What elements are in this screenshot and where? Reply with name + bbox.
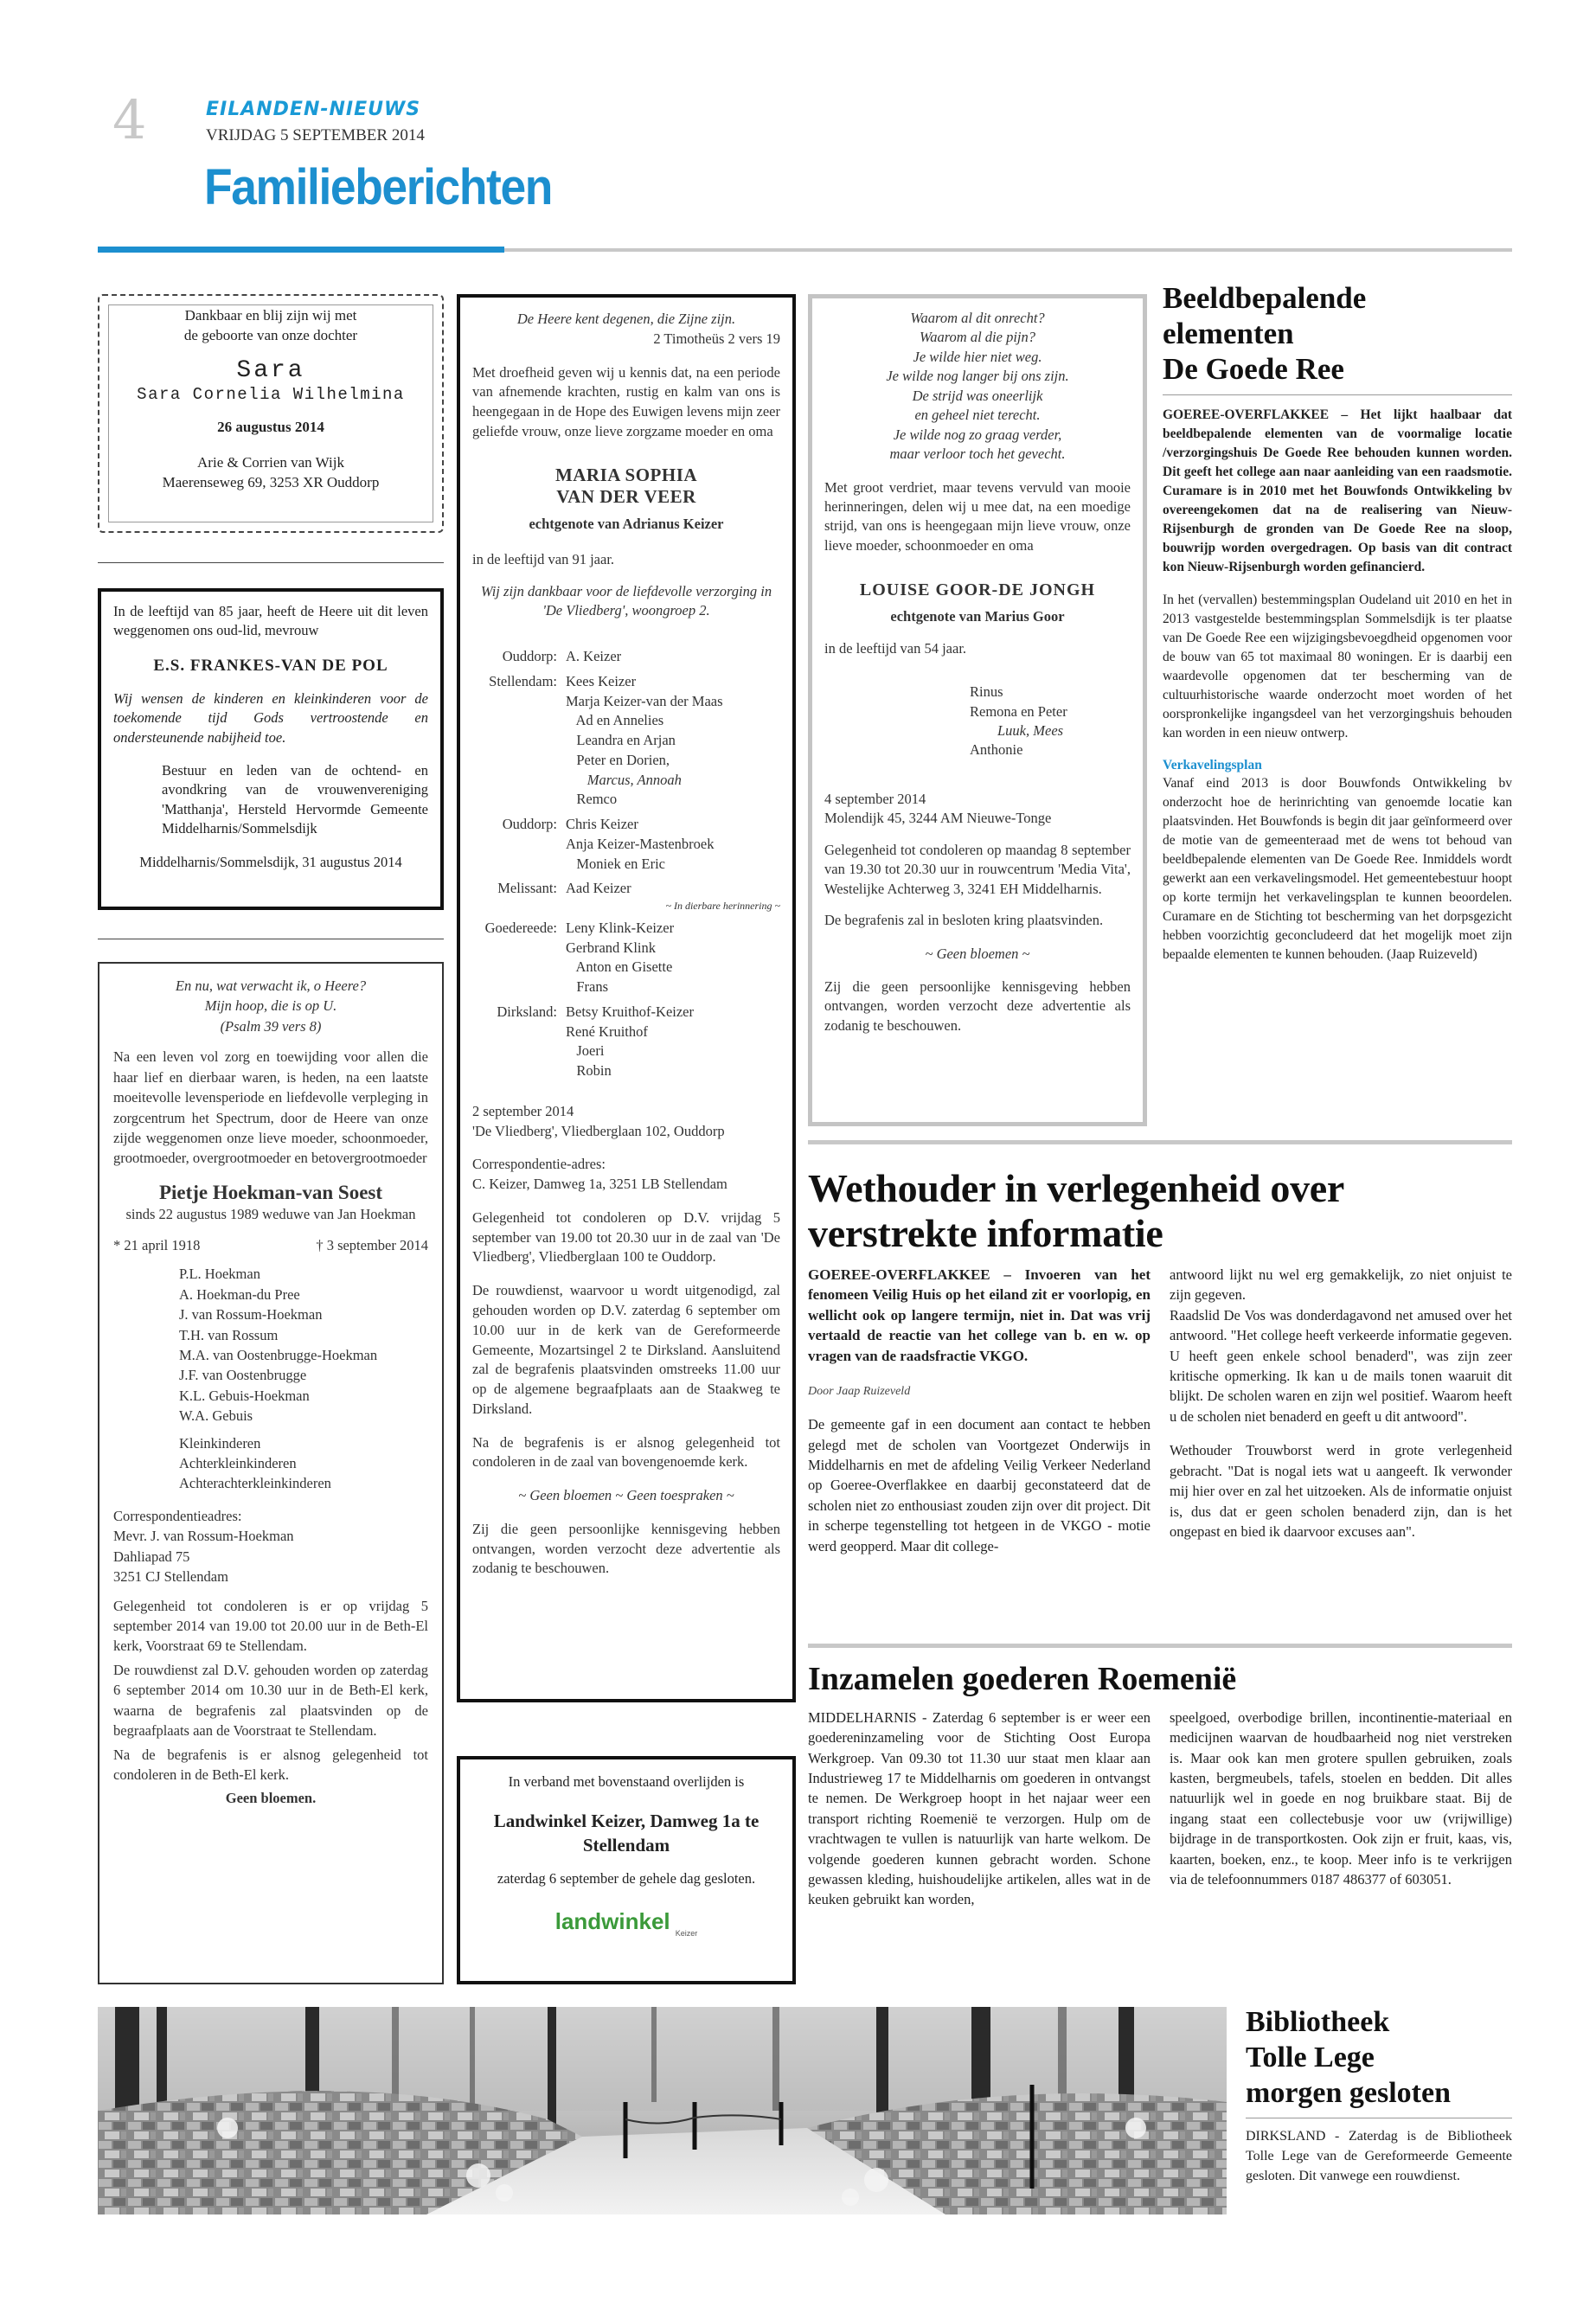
frankes-intro: In de leeftijd van 85 jaar, heeft de Heere uit dit leven weggenomen ons oud-lid, mevrouw (113, 603, 428, 639)
hoekman-text: Na een leven vol zorg en toewijding voor allen die haar lief en dierbaar waren, is heden, na een laatste moeitevolle levensperiode en liefdevolle verpleging in zorgcentrum het Spectrum, door de Heere van onze zijde weggenomen onze lieve moeder, schoonmoeder, grootmoeder, overgrootmoeder en betovergrootmoeder (113, 1048, 428, 1167)
birth-fullname: Sara Cornelia Wilhelmina (137, 384, 405, 404)
beeld-paragraph: In het (vervallen) bestemmingsplan Oudeland uit 2010 en het in 2013 vastgestelde bestemmingsplan Sommelsdijk is ter plaatse van De Goede Ree een wijzigingsbevoegdheid opgenomen voor de bouw van 65 tot maximaal 80 woningen. Er is daarbij een waardevolle opgenomen dat ter bescherming van de cultuurhistorische waarde onderzocht moet worden of het oorspronkelijke ingangsdeel van het verzorgingshuis behouden kan worden in een nieuw ontwerp. (1163, 592, 1512, 740)
veer-verse-ref: 2 Timotheüs 2 vers 19 (653, 330, 780, 347)
bieb-headline-3: morgen gesloten (1246, 2076, 1452, 2109)
wethouder-lead: GOEREE-OVERFLAKKEE – Invoeren van het fenomeen Veilig Huis op het eiland zit er voorlopig, en wellicht ook op langere termijn, niet in. Dat was vrij vertaald de reactie van het college van b. en w. op vragen van de raadsfractie VKGO. (808, 1266, 1151, 1364)
frankes-name: E.S. FRANKES-VAN DE POL (153, 656, 388, 675)
veer-corr-label: Correspondentie-adres: (472, 1156, 606, 1173)
veer-no-flowers: ~ Geen bloemen ~ Geen toespraken ~ (518, 1487, 734, 1504)
section-rule (504, 248, 1512, 252)
hoekman-verse-2: Mijn hoop, die is op U. (204, 997, 337, 1015)
family-group (472, 815, 780, 874)
family-member: P.L. Hoekman (179, 1266, 260, 1283)
frankes-place-date: Middelharnis/Sommelsdijk, 31 augustus 2014 (139, 853, 402, 870)
bieb-headline (1246, 2005, 1512, 2111)
beeld-article (1163, 281, 1512, 965)
hoekman-grandchildren: Kleinkinderen (179, 1434, 261, 1452)
hoekman-died: † 3 september 2014 (316, 1236, 428, 1253)
beeld-headline-2: elementen (1163, 316, 1294, 350)
family-place: Melissant: (497, 880, 557, 897)
family-place: Ouddorp: (502, 648, 557, 665)
family-member: Anthonie (970, 741, 1023, 759)
poem-line: Waarom al dit onrecht? (910, 310, 1045, 326)
wethouder-paragraph: De gemeente gaf in een document aan contact te hebben gelegd met de scholen van Voortgezet Onderwijs in Middelharnis en met de afdeling Veilig Verkeer Nederland op Goeree-Overflakkee en daarbij geconstateerd dat de scholen niet zo enthousiast zouden zijn over dit project. Dit in scherpe tegenstelling tot hetgeen in de VKGO - motie werd geopperd. Maar dit college- (808, 1416, 1151, 1554)
family-member: Leandra en Arjan (566, 732, 676, 749)
landwinkel-notice (457, 1756, 796, 1984)
veer-address: 'De Vliedberg', Vliedberglaan 102, Ouddorp (472, 1122, 725, 1139)
hoekman-name: Pietje Hoekman-van Soest (158, 1181, 383, 1203)
family-member: Marcus, Annoah (566, 771, 682, 788)
hoekman-since: sinds 22 augustus 1989 weduwe van Jan Hoekman (125, 1206, 416, 1223)
veer-date: 2 september 2014 (472, 1102, 574, 1119)
hoekman-notice (98, 962, 444, 1984)
family-member: Luuk, Mees (997, 722, 1064, 739)
family-group (472, 672, 780, 810)
family-member: Anja Keizer-Mastenbroek (566, 835, 715, 852)
birth-date: 26 augustus 2014 (217, 419, 324, 436)
beeld-headline-1: Beeldbepalende (1163, 281, 1367, 315)
landwinkel-logo-text: landwinkel (554, 1907, 670, 1934)
family-member: Moniek en Eric (566, 855, 666, 872)
bieb-article (1246, 2005, 1512, 2187)
poem-line: Je wilde hier niet weg. (913, 348, 1042, 365)
goor-poem (824, 309, 1131, 465)
beeld-paragraph-2: Vanaf eind 2013 is door Bouwfonds Ontwikkeling bv onderzocht hoe de herinrichting van genoemde locatie kan plaatsvinden. Het Bouwfonds is begin dit jaar geïnformeerd over de motie van de gemeenteraad met de wens tot behoud van beeldbepalende elementen van De Goede Ree. Inmiddels wordt gewerkt aan een verkavelingsmodel. Het gemeentebestuur hoopt op korte termijn het verkavelingsplan te kunnen beoordelen. Curamare en de Stichting tot bescherming van het dorpsgezicht hebben voorzichtig geconcludeerd dat het mogelijk moet zijn bepaalde elementen te kunnen behouden. (Jaap Ruizeveld) (1163, 775, 1512, 962)
veer-verse: De Heere kent degenen, die Zijne zijn. (516, 311, 736, 327)
family-member: Rinus (970, 683, 1003, 701)
article-rule (808, 1140, 1512, 1144)
poem-line: en geheel niet terecht. (914, 407, 1041, 424)
family-member: Frans (566, 978, 609, 996)
hoekman-verse-ref: (Psalm 39 vers 8) (220, 1017, 322, 1035)
frankes-board: Bestuur en leden van de ochtend- en avondkring van de vrouwenvereniging 'Matthanja', Hersteld Hervormde Gemeente Middelharnis/Sommelsdijk (162, 762, 428, 837)
veer-after: Na de begrafenis is er alsnog gelegenheid tot condoleren in de zaal van bovengenoemde kerk. (472, 1433, 780, 1471)
family-member: Betsy Kruithof-Keizer (566, 1003, 694, 1020)
hoekman-corr-city: 3251 CJ Stellendam (113, 1568, 228, 1586)
hoekman-family-list (179, 1264, 428, 1426)
poem-line: Je wilde nog langer bij ons zijn. (886, 368, 1069, 385)
divider (98, 562, 444, 563)
wethouder-paragraph-4: Wethouder Trouwborst werd in grote verlegenheid gebracht. "Dat is nogal iets wat u aangeeft. Ik verwonder mij hier over en zal het uitzoeken. Als de informatie onjuist is, dus dat er geen scholen benaderd zijn, dan is het ongepast en bied ik daarvoor excuses aan". (1170, 1442, 1512, 1540)
hoekman-corr-street: Dahliapad 75 (113, 1548, 190, 1565)
goor-burial: De begrafenis zal in besloten kring plaatsvinden. (824, 912, 1104, 929)
section-rule-accent (98, 247, 504, 253)
hoekman-corr-name: Mevr. J. van Rossum-Hoekman (113, 1528, 294, 1545)
goor-family-list (970, 683, 1131, 760)
hoekman-service: De rouwdienst zal D.V. gehouden worden op zaterdag 6 september 2014 om 10.30 uur in de Beth-El kerk, waarna de begrafenis zal plaatsvinden op de begraafplaats aan de Voorstraat te Stellendam. (113, 1661, 428, 1740)
page-number: 4 (112, 88, 147, 151)
wethouder-article (808, 1166, 1512, 1556)
poem-line: Waarom al die pijn? (920, 329, 1035, 346)
roemenie-article (808, 1661, 1512, 1910)
goor-notice-text: Zij die geen persoonlijke kennisgeving hebben ontvangen, worden verzocht deze advertentie als zodanig te beschouwen. (824, 977, 1131, 1034)
landwinkel-name: Landwinkel Keizer, Damweg 1a te Stellendam (493, 1811, 760, 1856)
family-member: Anton en Gisette (566, 958, 673, 976)
veer-name-2: VAN DER VEER (556, 485, 696, 507)
hoekman-after: Na de begrafenis is er alsnog gelegenheid tot condoleren in de Beth-El kerk. (113, 1746, 428, 1783)
hoekman-born: * 21 april 1918 (113, 1236, 201, 1253)
article-rule (808, 1644, 1512, 1648)
wethouder-byline: Door Jaap Ruizeveld (808, 1385, 911, 1399)
roemenie-paragraph-2: speelgoed, overbodige brillen, incontinentie-materiaal en medicijnen waarvan de houdbaarheid nog niet verstreken is. Maar ook kan men grotere spullen gebruiken, zoals kasten, bergmeubels, tafels, stoelen en bedden. Dit alles natuurlijk wel in goede en nog bruikbare staat. Bij de ingang staat een collectebusje voor uw (vrijwillige) bijdrage in de transportkosten. Ook zijn er fruit, kaas, vis, kaarten, boeken, enz., te koop. Meer info is te verkrijgen via de telefoonnummers 0187 486377 of 603051. (1170, 1708, 1512, 1888)
wethouder-paragraph-2: antwoord lijkt nu wel erg gemakkelijk, zo niet onjuist te zijn gegeven. (1170, 1266, 1512, 1304)
landwinkel-logo-sub: Keizer (675, 1928, 698, 1938)
poem-line: maar verloor toch het gevecht. (889, 445, 1066, 463)
family-member: Chris Keizer (566, 816, 638, 833)
goor-address: Molendijk 45, 3244 AM Nieuwe-Tonge (824, 810, 1052, 827)
family-member: T.H. van Rossum (179, 1326, 279, 1343)
family-member: Aad Keizer (566, 880, 631, 897)
goor-spouse: echtgenote van Marius Goor (890, 608, 1065, 625)
family-member: Remco (566, 791, 618, 808)
veer-text: Met droefheid geven wij u kennis dat, na een periode van afnemende krachten, rustig en kalm van ons is heengegaan in de Hope des Euwigen levens mijn zeer geliefde vrouw, onze lieve zorgzame moeder en oma (472, 363, 780, 439)
family-member: J.F. van Oostenbrugge (179, 1367, 307, 1384)
veer-family-table (472, 647, 780, 1081)
beeld-lead: GOEREE-OVERFLAKKEE – Het lijkt haalbaar dat beeldbepalende elementen van de voormalige locatie /verzorgingshuis De Goede Ree behouden kunnen worden. Dit geeft het college aan naar aanleiding van een raadsmotie. Curamare is in 2010 met het Bouwfonds Ontwikkeling bv overeengekomen dat na de realisering van Nieuw-Rijsenburgh de gronden van De Goede Ree na sloop, bouwrijp worden overgedragen. Op basis van dit contract kon Nieuw-Rijsenburgh worden gefinancierd. (1163, 407, 1512, 574)
family-member: Leny Klink-Keizer (566, 919, 675, 936)
family-member: Gerbrand Klink (566, 939, 657, 956)
poem-line: Je wilde nog zo graag verder, (893, 426, 1062, 443)
issue-date: VRIJDAG 5 SEPTEMBER 2014 (206, 126, 425, 144)
bieb-paragraph: DIRKSLAND - Zaterdag is de Bibliotheek Tolle Lege van de Gereformeerde Gemeente gesloten. Dit vanwege een rouwdienst. (1246, 2129, 1512, 2183)
veer-age: in de leeftijd van 91 jaar. (472, 550, 615, 567)
beeld-headline-3: De Goede Ree (1163, 351, 1344, 386)
beeld-headline (1163, 281, 1512, 388)
section-title: Familieberichten (204, 159, 552, 215)
frankes-wish: Wij wensen de kinderen en kleinkinderen voor de toekomende tijd Gods vertroostende en ondersteunende nabijheid toe. (113, 689, 428, 746)
veer-corr: C. Keizer, Damweg 1a, 3251 LB Stellendam (472, 1176, 727, 1193)
birth-intro: Dankbaar en blij zijn wij met (184, 307, 357, 324)
bieb-headline-1: Bibliotheek (1246, 2006, 1390, 2038)
family-group (472, 647, 780, 667)
poem-line: De strijd was oneerlijk (912, 387, 1043, 404)
family-group (472, 1003, 780, 1081)
forest-path-photo (98, 2007, 1227, 2214)
landwinkel-closed: zaterdag 6 september de gehele dag gesloten. (497, 1869, 756, 1887)
family-place: Goedereede: (484, 919, 557, 936)
hoekman-condole: Gelegenheid tot condoleren is er op vrijdag 5 september 2014 van 19.00 tot 20.00 uur in de Beth-El kerk, Voorstraat 69 te Stellendam. (113, 1597, 428, 1655)
landwinkel-logo (474, 1906, 779, 1939)
beeld-subhead: Verkavelingsplan (1163, 757, 1262, 772)
family-member: A. Keizer (566, 648, 622, 665)
birth-parents: Arie & Corrien van Wijk (197, 454, 344, 471)
family-group (472, 879, 780, 913)
family-member: René Kruithof (566, 1022, 648, 1040)
veer-spouse: echtgenote van Adrianus Keizer (529, 515, 724, 532)
hoekman-great-grandchildren: Achterkleinkinderen (179, 1455, 297, 1472)
family-member: Robin (566, 1062, 612, 1080)
hoekman-great-great-grandchildren: Achterachterkleinkinderen (179, 1475, 331, 1492)
goor-notice (808, 294, 1147, 1126)
veer-thanks: Wij zijn dankbaar voor de liefdevolle verzorging in 'De Vliedberg', woongroep 2. (480, 582, 772, 619)
veer-notice-text: Zij die geen persoonlijke kennisgeving hebben ontvangen, worden verzocht deze advertentie als zodanig te beschouwen. (472, 1520, 780, 1577)
family-place: Ouddorp: (502, 816, 557, 833)
roemenie-headline: Inzamelen goederen Roemenië (808, 1661, 1237, 1697)
wethouder-paragraph-3: Raadslid De Vos was donderdagavond net amused over het antwoord. "Het college heeft verkeerde informatie gegeven. U heeft geen enkele school benaderd", was zijn zeer kritische opmerking. Ik kan u de mails tonen waaruit dit blijkt. De scholen waren en zijn wel positief. Waarom heeft u de scholen niet benaderd en geeft u dit antwoord". (1170, 1306, 1512, 1425)
goor-name: LOUISE GOOR-DE JONGH (859, 580, 1096, 600)
family-member: Peter en Dorien, (566, 751, 670, 768)
family-member: J. van Rossum-Hoekman (179, 1306, 323, 1324)
goor-condole: Gelegenheid tot condoleren op maandag 8 september van 19.30 tot 20.30 uur in rouwcentrum 'Media Vita', Westelijke Achterweg 3, 3241 EH Middelharnis. (824, 841, 1131, 897)
goor-text: Met groot verdriet, maar tevens vervuld van mooie herinneringen, delen wij u mee dat, na een moedige strijd, van ons is heengegaan mijn lieve vrouw, onze lieve moeder, schoonmoeder en oma (824, 478, 1131, 554)
goor-no-flowers: ~ Geen bloemen ~ (925, 945, 1030, 962)
hoekman-verse: En nu, wat verwacht ik, o Heere? (175, 977, 367, 994)
family-member: Remona en Peter (970, 702, 1067, 720)
veer-name: MARIA SOPHIA (554, 464, 698, 485)
bieb-headline-2: Tolle Lege (1246, 2041, 1375, 2073)
goor-age: in de leeftijd van 54 jaar. (824, 639, 967, 657)
family-member: Kees Keizer (566, 672, 637, 689)
family-member: Ad en Annelies (566, 712, 664, 729)
veer-service: De rouwdienst, waarvoor u wordt uitgenodigd, zal gehouden worden op D.V. zaterdag 6 september om 10.00 uur in de kerk van de Gereformeerde Gemeente, Mozartsingel 2 te Dirksland. Aansluitend zal de begrafenis plaatsvinden omstreeks 11.00 uur op de algemene begraafplaats aan de Staakweg te Dirksland. (472, 1282, 780, 1417)
roemenie-paragraph: MIDDELHARNIS - Zaterdag 6 september is er weer een goedereninzameling voor de Stichting Oost Europa Werkgroep. Van 09.30 tot 11.30 uur staat men klaar aan Industrieweg 17 te Middelharnis om goederen in ontvangst te nemen. De Werkgroep hoopt in het najaar weer een transport richting Roemenië te verzorgen. Hulp om de vrachtwagen te vullen is natuurlijk van harte welkom. De volgende goederen kunnen gebracht worden. Schone gewassen kleding, huishoudelijke artikelen, alles wat in de keuken gebruikt kan worden, (808, 1708, 1151, 1908)
family-member: Marja Keizer-van der Maas (566, 692, 723, 709)
wethouder-headline-1: Wethouder in verlegenheid over (808, 1166, 1345, 1210)
family-member: A. Hoekman-du Pree (179, 1285, 300, 1303)
birth-intro-2: de geboorte van onze dochter (183, 326, 358, 343)
family-group (472, 919, 780, 997)
family-member: K.L. Gebuis-Hoekman (179, 1387, 310, 1404)
family-place: Dirksland: (497, 1003, 557, 1020)
family-member: Joeri (566, 1042, 605, 1060)
hoekman-no-flowers: Geen bloemen. (225, 1790, 317, 1807)
birth-name: Sara (236, 356, 305, 384)
wethouder-headline (808, 1166, 1512, 1256)
hoekman-corr-label: Correspondentieadres: (113, 1507, 242, 1524)
divider (1163, 394, 1512, 395)
memory-note: ~ In dierbare herinnering ~ (665, 900, 780, 913)
veer-condole: Gelegenheid tot condoleren op D.V. vrijdag 5 september van 19.00 tot 20.30 uur in de zaal van 'De Vliedberg', Vliedberglaan 100 te Ouddorp. (472, 1208, 780, 1266)
wethouder-headline-2: verstrekte informatie (808, 1210, 1163, 1255)
birth-address: Maerenseweg 69, 3253 XR Ouddorp (162, 474, 380, 491)
birth-announcement (98, 294, 444, 533)
masthead-logo: EILANDEN-NIEUWS (206, 99, 421, 120)
family-place: Stellendam: (489, 672, 557, 689)
veer-notice (457, 294, 796, 1702)
goor-date: 4 september 2014 (824, 790, 926, 807)
frankes-notice (98, 588, 444, 910)
landwinkel-intro: In verband met bovenstaand overlijden is (508, 1773, 745, 1790)
family-member: M.A. van Oostenbrugge-Hoekman (179, 1346, 378, 1363)
family-member: W.A. Gebuis (179, 1407, 253, 1425)
